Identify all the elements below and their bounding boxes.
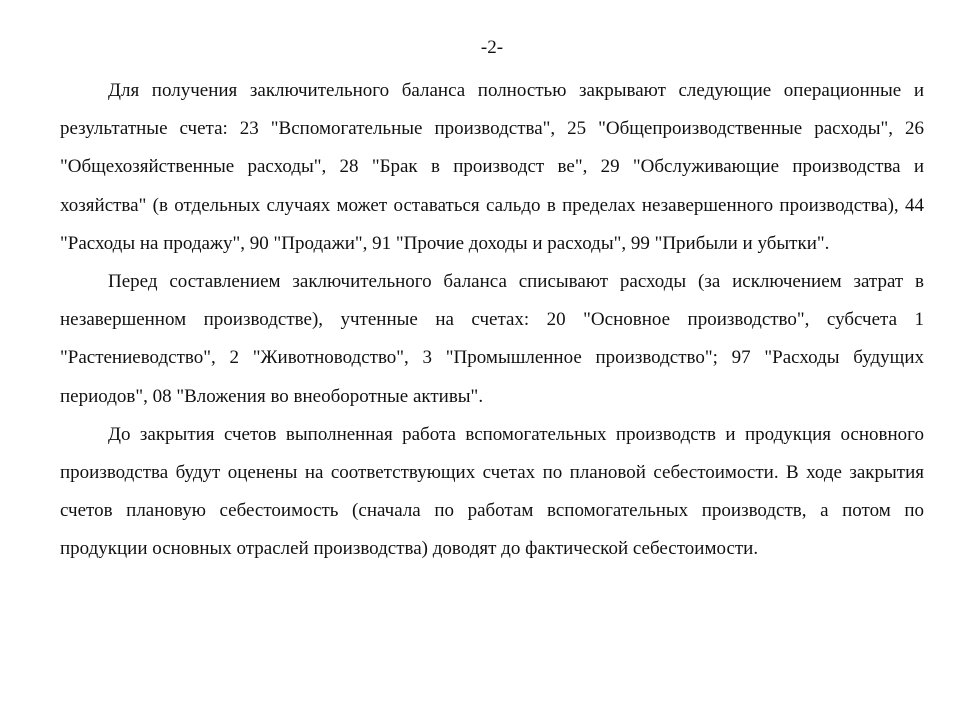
- paragraph-closing-accounts: Для получения заключительного баланса полностью закрывают следующие операционные и результатные счета: 23 "Вспомогательные производства", 25 "Общепроизводственные расходы", 26 "Общехозяйственные расходы", 28 "Брак в производст ве", 29 "Обслуживающие производства и хозяйства" (в отдельных случаях может оставаться сальдо в пределах незавершенного производства), 44 "Расходы на продажу", 90 "Продажи", 91 "Прочие доходы и расходы", 99 "Прибыли и убытки".: [60, 80, 924, 254]
- paragraph-cost-adjustment: До закрытия счетов выполненная работа вспомогательных производств и продукция основного производства будут оценены на соответствующих счетах по плановой себестоимости. В ходе закрытия счетов плановую себестоимость (сначала по работам вспомогательных производств, а потом по продукции основных отраслей производства) доводят до фактической себестоимости.: [60, 423, 924, 560]
- paragraph-expense-writeoff: Перед составлением заключительного баланса списывают расходы (за исключением затрат в незавершенном производстве), учтенные на счетах: 20 "Основное производство", субсчета 1 "Растениеводство", 2 "Животноводство", 3 "Промышленное производство"; 97 "Расходы будущих периодов", 08 "Вложения во внеоборотные активы".: [60, 271, 924, 407]
- page-number: -2-: [480, 37, 504, 58]
